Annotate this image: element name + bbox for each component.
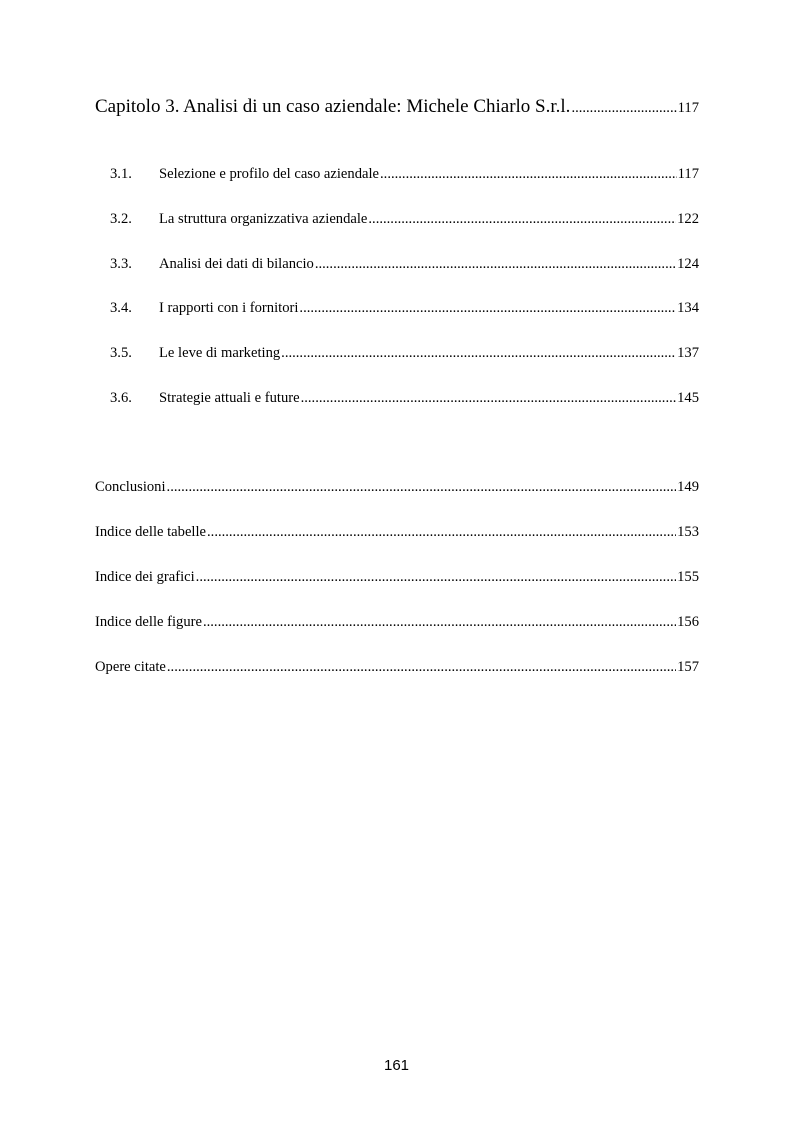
page-number: 161: [383, 1057, 410, 1074]
entry-page: 149: [677, 479, 699, 495]
section-title: Strategie attuali e future: [159, 390, 300, 406]
toc-section-3-5[interactable]: [110, 344, 699, 362]
entry-page: 155: [677, 569, 699, 585]
section-title: Selezione e profilo del caso aziendale: [159, 166, 380, 182]
dot-leader: [281, 344, 676, 362]
dot-leader: [301, 389, 677, 407]
section-number: 3.2.: [110, 211, 132, 227]
toc-indice-grafici[interactable]: [95, 568, 699, 586]
entry-page: 156: [677, 614, 699, 630]
section-title: La struttura organizzativa aziendale: [159, 211, 368, 227]
toc-section-3-4[interactable]: [110, 299, 699, 317]
toc-conclusioni[interactable]: [95, 478, 699, 496]
section-page: 124: [677, 256, 699, 272]
toc-section-3-3[interactable]: [110, 255, 699, 273]
entry-title: Conclusioni: [95, 479, 166, 495]
section-page: 145: [677, 390, 699, 406]
toc-section-3-6[interactable]: [110, 389, 699, 407]
dot-leader: [167, 658, 676, 676]
dot-leader: [571, 97, 676, 119]
section-title: I rapporti con i fornitori: [159, 300, 299, 316]
chapter-title: Capitolo 3. Analisi di un caso aziendale: Michele Chiarlo S.r.l.: [95, 96, 571, 117]
entry-title: Opere citate: [95, 659, 166, 675]
section-page: 137: [677, 345, 699, 361]
dot-leader: [299, 299, 676, 317]
section-number: 3.4.: [110, 300, 132, 316]
entry-title: Indice delle figure: [95, 614, 202, 630]
toc-opere-citate[interactable]: [95, 658, 699, 676]
dot-leader: [368, 210, 676, 228]
dot-leader: [380, 165, 677, 183]
chapter-page: 117: [677, 100, 699, 116]
toc-indice-tabelle[interactable]: [95, 523, 699, 541]
section-title: Le leve di marketing: [159, 345, 281, 361]
section-number: 3.5.: [110, 345, 132, 361]
dot-leader: [167, 478, 677, 496]
toc-chapter-3[interactable]: [95, 96, 699, 119]
dot-leader: [315, 255, 676, 273]
section-number: 3.3.: [110, 256, 132, 272]
toc-section-3-1[interactable]: [110, 165, 699, 183]
entry-title: Indice dei grafici: [95, 569, 195, 585]
entry-page: 153: [677, 524, 699, 540]
dot-leader: [207, 523, 676, 541]
dot-leader: [203, 613, 676, 631]
toc-indice-figure[interactable]: [95, 613, 699, 631]
toc-section-3-2[interactable]: [110, 210, 699, 228]
section-page: 122: [677, 211, 699, 227]
section-page: 117: [677, 166, 699, 182]
entry-page: 157: [677, 659, 699, 675]
section-page: 134: [677, 300, 699, 316]
section-title: Analisi dei dati di bilancio: [159, 256, 314, 272]
section-number: 3.6.: [110, 390, 132, 406]
entry-title: Indice delle tabelle: [95, 524, 207, 540]
section-number: 3.1.: [110, 166, 132, 182]
dot-leader: [196, 568, 676, 586]
